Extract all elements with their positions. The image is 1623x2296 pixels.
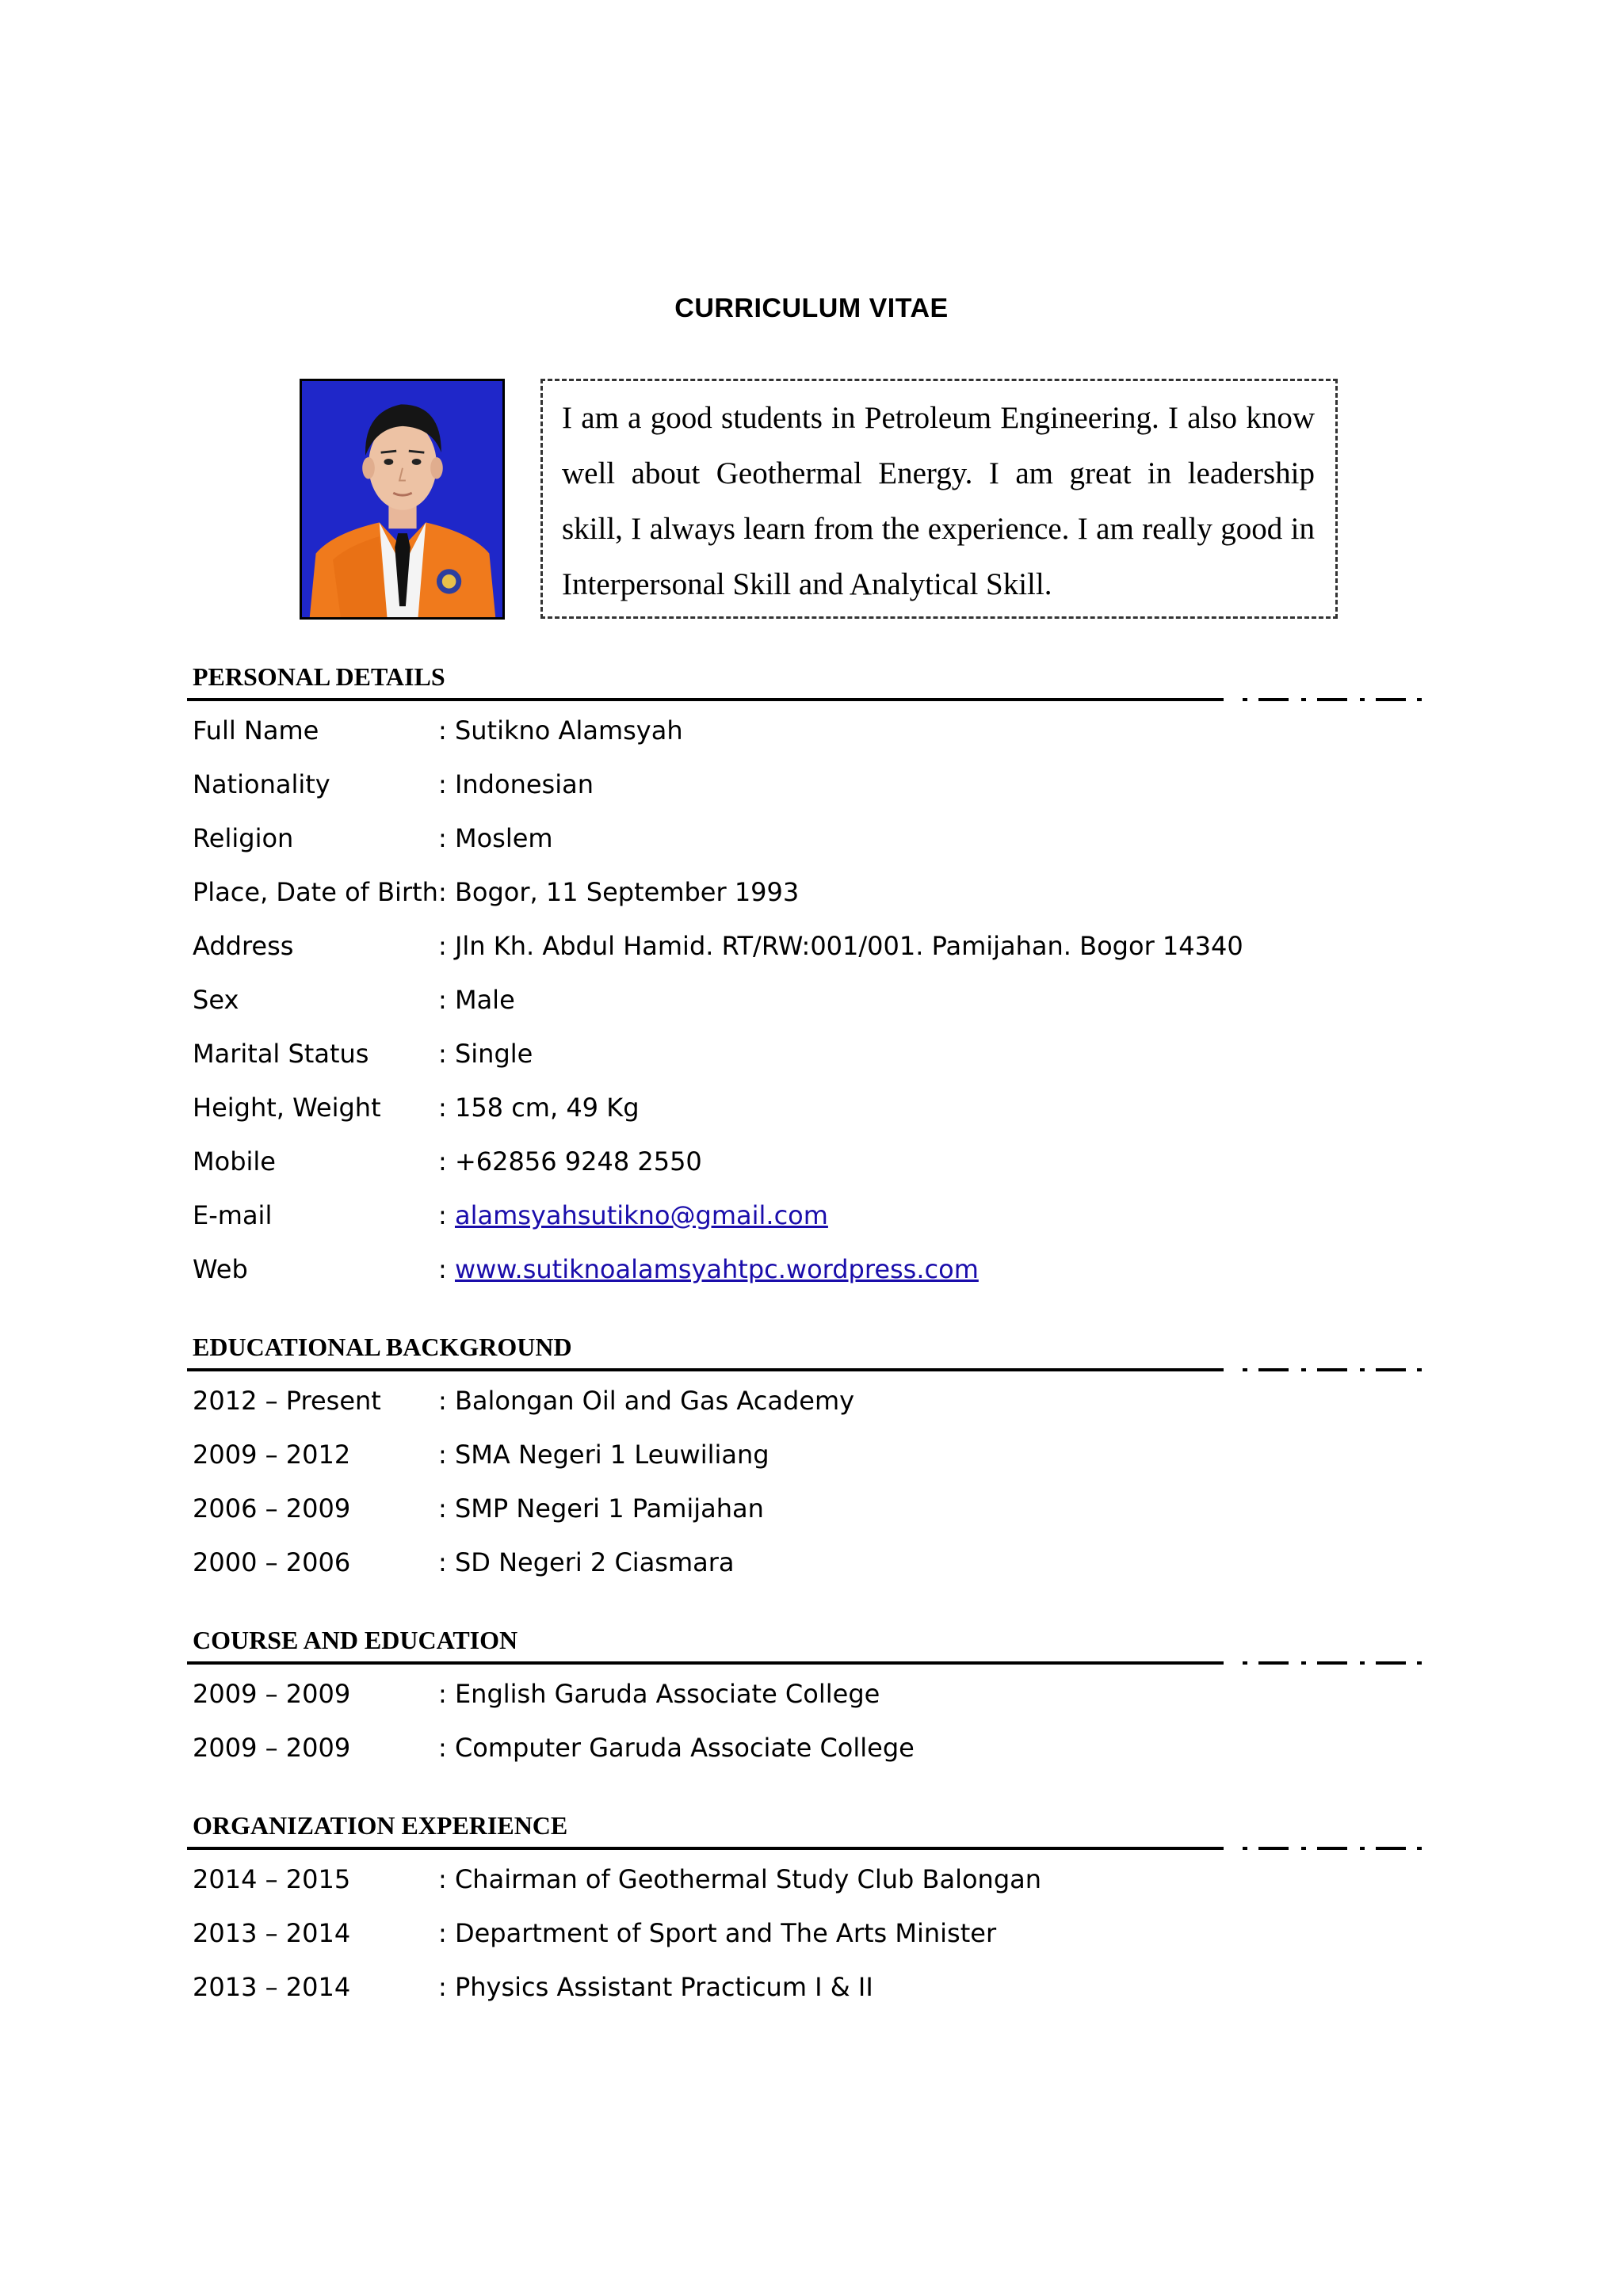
detail-value: : +62856 9248 2550: [438, 1146, 702, 1177]
detail-value: : Single: [438, 1039, 533, 1069]
section-divider: [187, 1659, 1423, 1667]
section-title-personal: PERSONAL DETAILS: [193, 662, 445, 691]
detail-label: Height, Weight: [193, 1093, 381, 1123]
value-prefix: :: [438, 1200, 455, 1230]
period-label: 2009 – 2012: [193, 1440, 351, 1470]
section-divider: [187, 1366, 1423, 1374]
detail-label: Nationality: [193, 769, 330, 799]
document-title: CURRICULUM VITAE: [674, 293, 949, 323]
detail-value: : 158 cm, 49 Kg: [438, 1093, 640, 1123]
period-label: 2009 – 2009: [193, 1679, 351, 1709]
detail-value: : Indonesian: [438, 769, 594, 799]
summary-box: [540, 379, 1338, 619]
institution-value: : SD Negeri 2 Ciasmara: [438, 1547, 735, 1577]
section-divider: [187, 1844, 1423, 1852]
detail-value: : Sutikno Alamsyah: [438, 715, 683, 746]
detail-label: Full Name: [193, 715, 319, 746]
detail-label: Web: [193, 1254, 248, 1284]
email-link[interactable]: alamsyahsutikno@gmail.com: [454, 1200, 828, 1230]
summary-text: I am a good students in Petroleum Engineering. I also know well about Geothermal Energy. I am great in leadership skill, I always learn from the experience. I am really good in Interpersonal Skill and Analytical Skill.: [562, 401, 1315, 601]
detail-label: Sex: [193, 985, 239, 1015]
period-label: 2012 – Present: [193, 1386, 381, 1416]
web-link[interactable]: www.sutiknoalamsyahtpc.wordpress.com: [454, 1254, 979, 1284]
section-title-organization: ORGANIZATION EXPERIENCE: [193, 1811, 568, 1840]
course-value: : Computer Garuda Associate College: [438, 1733, 915, 1763]
detail-value: : Jln Kh. Abdul Hamid. RT/RW:001/001. Pamijahan. Bogor 14340: [438, 931, 1243, 961]
value-prefix: :: [438, 1254, 455, 1284]
section-divider: [187, 696, 1423, 704]
detail-label: Mobile: [193, 1146, 276, 1177]
detail-label: Marital Status: [193, 1039, 369, 1069]
detail-value: : Male: [438, 985, 515, 1015]
period-label: 2006 – 2009: [193, 1493, 351, 1524]
detail-label: Place, Date of Birth: [193, 877, 438, 907]
period-label: 2013 – 2014: [193, 1918, 351, 1948]
period-label: 2013 – 2014: [193, 1972, 351, 2002]
profile-photo: [300, 379, 505, 620]
institution-value: : SMP Negeri 1 Pamijahan: [438, 1493, 764, 1524]
section-title-education: EDUCATIONAL BACKGROUND: [193, 1333, 572, 1361]
detail-label: Address: [193, 931, 294, 961]
role-value: : Chairman of Geothermal Study Club Balongan: [438, 1864, 1042, 1894]
course-value: : English Garuda Associate College: [438, 1679, 880, 1709]
period-label: 2014 – 2015: [193, 1864, 351, 1894]
period-label: 2000 – 2006: [193, 1547, 351, 1577]
period-label: 2009 – 2009: [193, 1733, 351, 1763]
detail-value: [438, 1196, 828, 1235]
role-value: : Department of Sport and The Arts Minister: [438, 1918, 997, 1948]
detail-value: : Moslem: [438, 823, 553, 853]
detail-label: Religion: [193, 823, 294, 853]
detail-label: E-mail: [193, 1200, 273, 1230]
portrait-image: [302, 381, 502, 617]
detail-value: : Bogor, 11 September 1993: [438, 877, 800, 907]
section-title-courses: COURSE AND EDUCATION: [193, 1626, 518, 1654]
institution-value: : SMA Negeri 1 Leuwiliang: [438, 1440, 769, 1470]
role-value: : Physics Assistant Practicum I & II: [438, 1972, 873, 2002]
detail-value: [438, 1249, 979, 1289]
institution-value: : Balongan Oil and Gas Academy: [438, 1386, 855, 1416]
